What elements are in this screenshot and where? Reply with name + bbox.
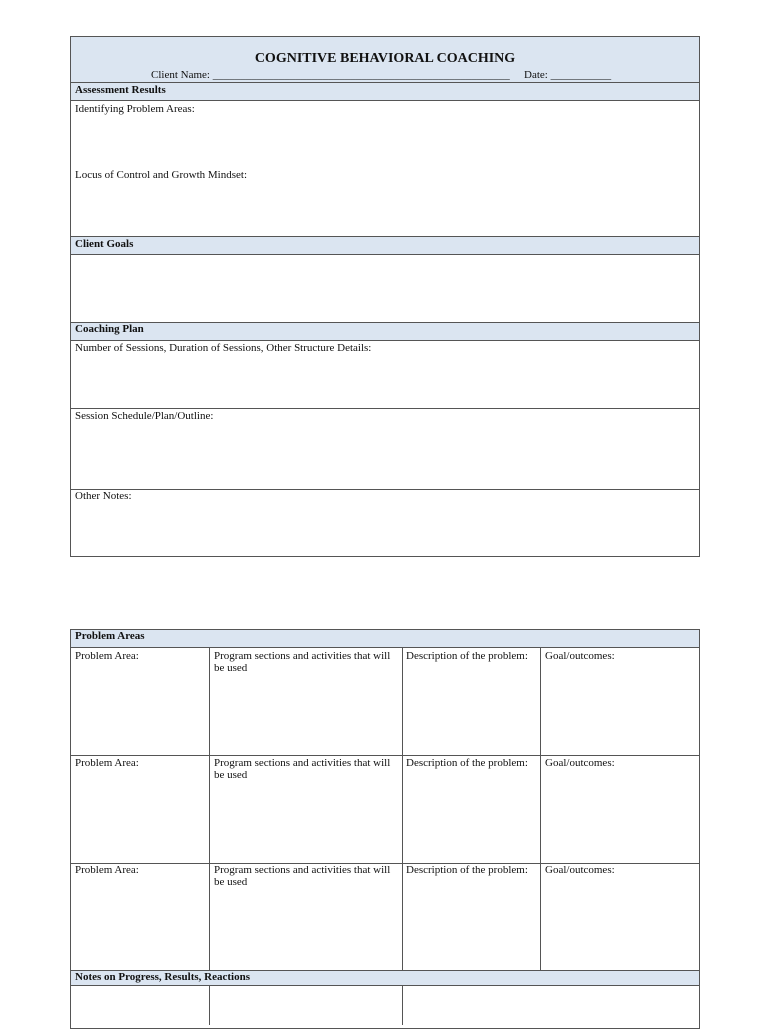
problem-areas-table bbox=[70, 629, 700, 1029]
client-goals-field[interactable] bbox=[71, 255, 699, 322]
program-sections-cell: Program sections and activities that will be used bbox=[214, 650, 391, 674]
problem-area-cell: Problem Area: bbox=[75, 864, 139, 876]
program-sections-cell: Program sections and activities that will be used bbox=[214, 757, 391, 781]
client-name-field[interactable]: Client Name: ______________________________________________________ bbox=[151, 69, 510, 81]
goals-header-band bbox=[71, 237, 699, 254]
progress-notes-header: Notes on Progress, Results, Reactions bbox=[75, 971, 250, 983]
form-title: COGNITIVE BEHAVIORAL COACHING bbox=[254, 51, 516, 66]
sessions-details-label: Number of Sessions, Duration of Sessions, Other Structure Details: bbox=[75, 342, 372, 354]
assessment-header: Assessment Results bbox=[75, 84, 166, 96]
session-schedule-label: Session Schedule/Plan/Outline: bbox=[75, 410, 214, 422]
other-notes-label: Other Notes: bbox=[75, 490, 132, 502]
problem-areas-header-band bbox=[71, 630, 699, 647]
identifying-problem-areas-label: Identifying Problem Areas: bbox=[75, 103, 195, 115]
locus-of-control-label: Locus of Control and Growth Mindset: bbox=[75, 169, 248, 181]
goal-outcomes-cell: Goal/outcomes: bbox=[545, 650, 615, 662]
problem-area-cell: Problem Area: bbox=[75, 650, 139, 662]
description-cell: Description of the problem: bbox=[406, 864, 528, 876]
goal-outcomes-cell: Goal/outcomes: bbox=[545, 864, 615, 876]
program-sections-cell: Program sections and activities that will be used bbox=[214, 864, 391, 888]
client-goals-header: Client Goals bbox=[75, 238, 134, 250]
goal-outcomes-cell: Goal/outcomes: bbox=[545, 757, 615, 769]
problem-area-cell: Problem Area: bbox=[75, 757, 139, 769]
coaching-plan-header: Coaching Plan bbox=[75, 323, 144, 335]
plan-header-band bbox=[71, 323, 699, 340]
description-cell: Description of the problem: bbox=[406, 757, 528, 769]
date-field[interactable]: Date: ___________ bbox=[524, 69, 612, 81]
problem-areas-header: Problem Areas bbox=[75, 630, 145, 642]
description-cell: Description of the problem: bbox=[406, 650, 528, 662]
